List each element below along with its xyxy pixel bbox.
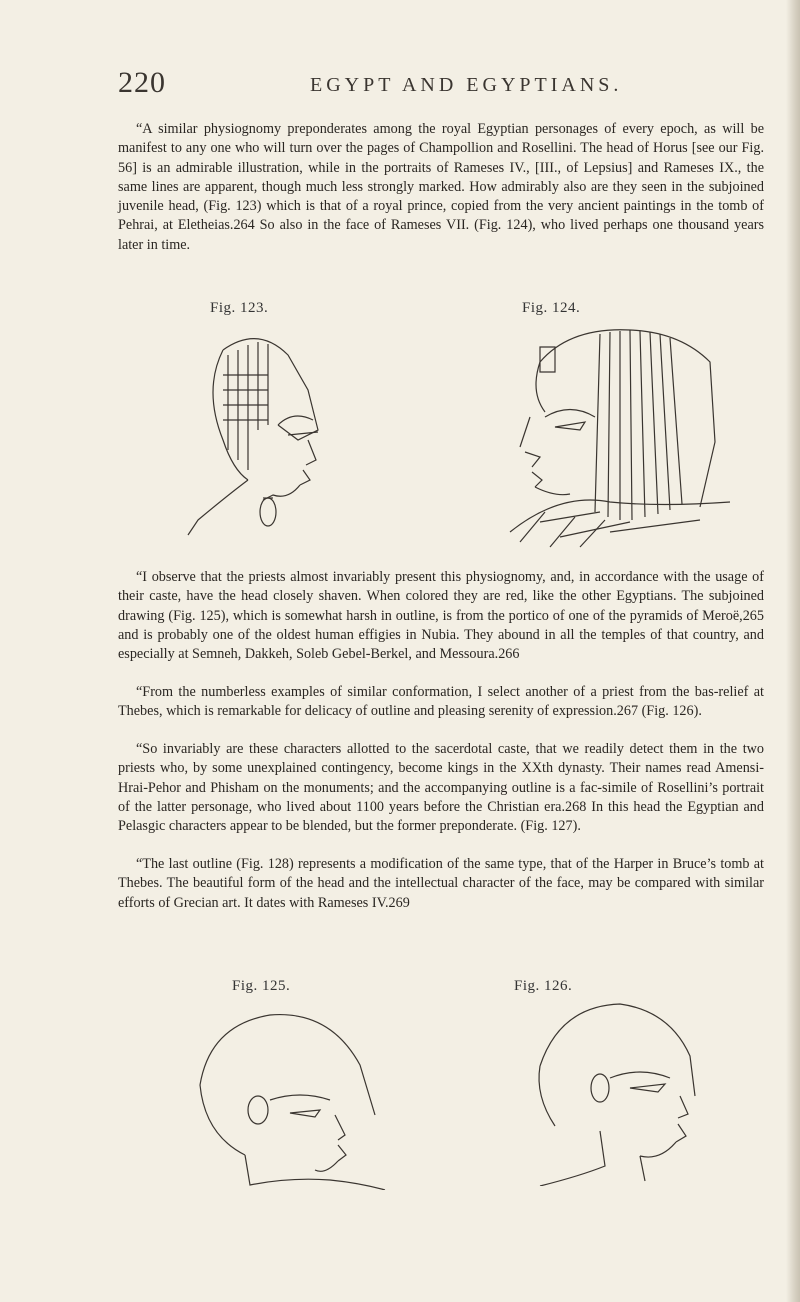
fig-125-caption: Fig. 125. <box>232 978 291 994</box>
paragraph-priests-physiognomy: “I observe that the priests almost invariably present this physiognomy, and, in accordance with the usage of their caste, have the head closely shaven. When colored they are red, like the other Egyptians. The subjoined drawing (Fig. 125), which is somewhat harsh in outline, is from the portico of one of the pyramids of Meroë,265 and is probably one of the oldest human effigies in Nubia. They abound in all the temples of that country, and especially at Semneh, Dakkeh, Soleb Gebel-Berkel, and Messoura.266 <box>118 569 764 663</box>
fig-124-rameses-vii-head <box>500 322 760 552</box>
paragraph-priest-kings: “So invariably are these characters allotted to the sacerdotal caste, that we readily detect them in the two priests who, by some unexplained contingency, become kings in the XXth dynasty. Their names read Amensi-Hrai-Pehor and Phisham on the monuments; and the accompanying outline is a fac-simile of Rosellini’s portrait of the latter personage, who lived about 1100 years before the Christian era.268 In this head the Egyptian and Pelasgic characters appear to be blended, but the former preponderate. (Fig. 127). <box>118 741 764 835</box>
fig-126-caption: Fig. 126. <box>514 978 573 994</box>
fig-126-theban-priest-head <box>500 996 700 1186</box>
fig-125-meroe-priest-head <box>190 1005 390 1190</box>
fig-123-royal-prince-head <box>168 330 348 550</box>
page-number: 220 <box>118 66 166 99</box>
paragraph-priest-thebes: “From the numberless examples of similar conformation, I select another of a priest from the bas-relief at Thebes, which is remarkable for delicacy of outline and pleasing serenity of expression.267 (Fig. 126). <box>118 684 764 720</box>
page-edge-shadow <box>786 0 800 1302</box>
running-head: EGYPT AND EGYPTIANS. <box>310 74 623 96</box>
paragraph-royal-physiognomy: “A similar physiognomy preponderates among the royal Egyptian personages of every epoch, as will be manifest to any one who will turn over the pages of Champollion and Rosellini. The head of Horus [see our Fig. 56] is an admirable illustration, while in the portraits of Rameses IV., [III., of Lepsius] and Rameses IX., the same lines are apparent, though much less strongly marked. How admirably also are they seen in the subjoined juvenile head, (Fig. 123) which is that of a royal prince, copied from the very ancient paintings in the tomb of Pehrai, at Eletheias.264 So also in the face of Rameses VII. (Fig. 124), who lived perhaps one thousand years later in time. <box>118 121 764 253</box>
fig-123-caption: Fig. 123. <box>210 300 269 316</box>
page-header <box>118 66 718 106</box>
fig-124-caption: Fig. 124. <box>522 300 581 316</box>
paragraph-harper: “The last outline (Fig. 128) represents a modification of the same type, that of the Harper in Bruce’s tomb at Thebes. The beautiful form of the head and the intellectual character of the face, may be compared with similar efforts of Grecian art. It dates with Rameses IV.269 <box>118 856 764 911</box>
